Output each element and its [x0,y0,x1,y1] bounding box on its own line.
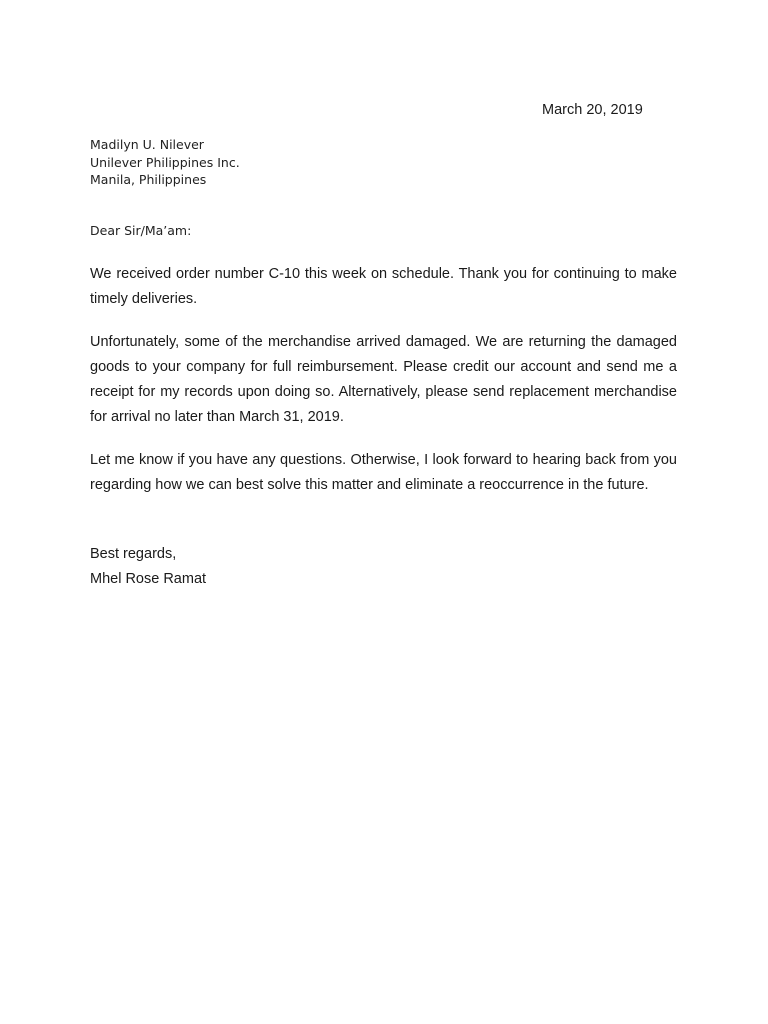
salutation: Dear Sir/Ma’am: [90,223,192,238]
letter-body [90,262,677,516]
signature-name: Mhel Rose Ramat [90,571,207,587]
recipient-address: Manila, Philippines [90,172,207,187]
paragraph: Let me know if you have any questions. Otherwise, I look forward to hearing back from you regarding how we can best solve this matter and eliminate a reoccurrence in the future. [90,452,677,493]
closing-phrase: Best regards, [90,546,177,562]
closing-block [90,542,206,592]
letter-date: March 20, 2019 [542,102,643,118]
recipient-name: Madilyn U. Nilever [90,137,204,152]
recipient-company: Unilever Philippines Inc. [90,154,240,170]
recipient-block [90,136,240,189]
paragraph: We received order number C-10 this week on schedule. Thank you for continuing to make timely deliveries. [90,266,677,307]
paragraph: Unfortunately, some of the merchandise arrived damaged. We are returning the damaged goods to your company for full reimbursement. Please credit our account and send me a receipt for my records upon doing so. Alternatively, please send replacement merchandise for arrival no later than March 31, 2019. [90,334,677,425]
